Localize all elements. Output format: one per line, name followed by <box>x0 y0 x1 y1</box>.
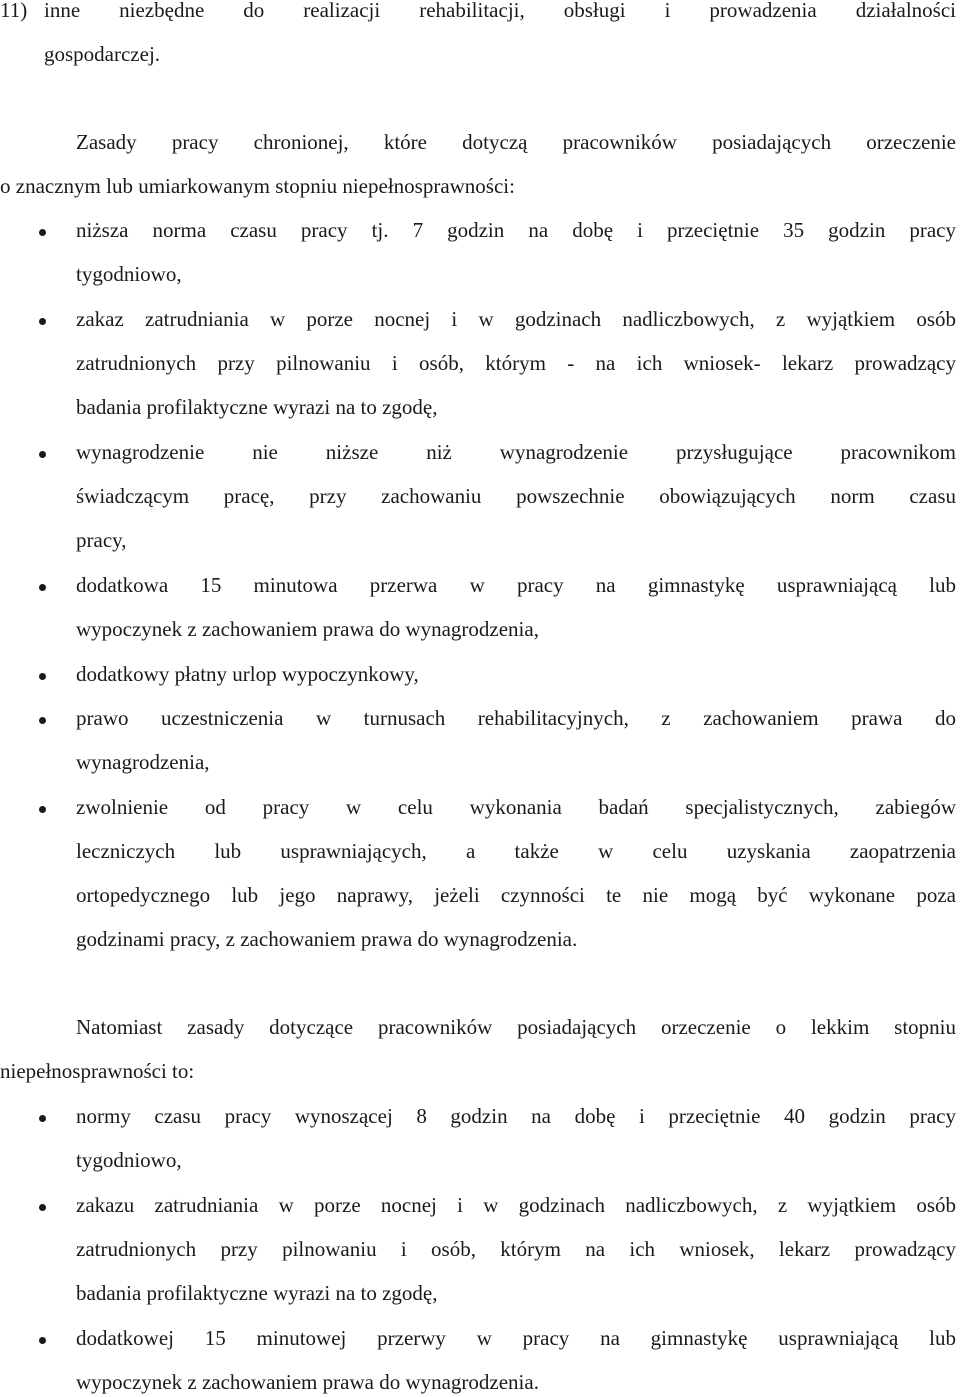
list-item-line: badania profilaktyczne wyrazi na to zgodę, <box>76 1281 438 1305</box>
list-item-line: tygodniowo, <box>76 1148 182 1172</box>
list-item-line: zatrudnionych przy pilnowaniu i osób, którym na ich wniosek, lekarz prowadzący <box>76 1237 956 1261</box>
list-item-line: godzinami pracy, z zachowaniem prawa do wynagrodzenia. <box>76 927 578 951</box>
bullet-icon <box>39 673 46 680</box>
list-item-line: dodatkowy płatny urlop wypoczynkowy, <box>76 662 419 686</box>
section1-intro-line-2: o znacznym lub umiarkowanym stopniu niepełnosprawności: <box>0 174 515 198</box>
bullet-icon <box>39 806 46 813</box>
list-item-line: zwolnienie od pracy w celu wykonania badań specjalistycznych, zabiegów <box>76 795 956 819</box>
section1-intro-line-1: Zasady pracy chronionej, które dotyczą pracowników posiadających orzeczenie <box>76 130 956 154</box>
bullet-icon <box>39 229 46 236</box>
list-item-line: wypoczynek z zachowaniem prawa do wynagrodzenia. <box>76 1370 539 1394</box>
section2-intro-line-2: niepełnosprawności to: <box>0 1059 195 1083</box>
bullet-icon <box>39 318 46 325</box>
list-item-line: prawo uczestniczenia w turnusach rehabilitacyjnych, z zachowaniem prawa do <box>76 706 956 730</box>
list-item-line: zakaz zatrudniania w porze nocnej i w godzinach nadliczbowych, z wyjątkiem osób <box>76 307 956 331</box>
bullet-icon <box>39 1204 46 1211</box>
list-item-line: ortopedycznego lub jego naprawy, jeżeli czynności te nie mogą być wykonane poza <box>76 883 956 907</box>
list-item-line: świadczącym pracę, przy zachowaniu powszechnie obowiązujących norm czasu <box>76 484 956 508</box>
bullet-icon <box>39 1337 46 1344</box>
list-item-line: tygodniowo, <box>76 262 182 286</box>
bullet-icon <box>39 584 46 591</box>
list-item-line: wypoczynek z zachowaniem prawa do wynagrodzenia, <box>76 617 539 641</box>
list-item-line: normy czasu pracy wynoszącej 8 godzin na dobę i przeciętnie 40 godzin pracy <box>76 1104 956 1128</box>
list-item-line: zakazu zatrudniania w porze nocnej i w godzinach nadliczbowych, z wyjątkiem osób <box>76 1193 956 1217</box>
bullet-icon <box>39 451 46 458</box>
bullet-icon <box>39 717 46 724</box>
section2-intro-line-1: Natomiast zasady dotyczące pracowników posiadających orzeczenie o lekkim stopniu <box>76 1015 956 1039</box>
list-item-line: zatrudnionych przy pilnowaniu i osób, którym - na ich wniosek- lekarz prowadzący <box>76 351 956 375</box>
list-item-line: pracy, <box>76 528 127 552</box>
list-item-line: leczniczych lub usprawniających, a także w celu uzyskania zaopatrzenia <box>76 839 956 863</box>
list-item-line: wynagrodzenie nie niższe niż wynagrodzenie przysługujące pracownikom <box>76 440 956 464</box>
item11-line-2: gospodarczej. <box>44 42 161 66</box>
list-item-line: wynagrodzenia, <box>76 750 210 774</box>
list-item-line: dodatkowej 15 minutowej przerwy w pracy na gimnastykę usprawniającą lub <box>76 1326 956 1350</box>
item11-line-1: inne niezbędne do realizacji rehabilitacji, obsługi i prowadzenia działalności <box>44 0 956 22</box>
list-number: 11) <box>0 0 28 22</box>
list-item-line: badania profilaktyczne wyrazi na to zgodę, <box>76 395 438 419</box>
bullet-icon <box>39 1115 46 1122</box>
list-item-line: dodatkowa 15 minutowa przerwa w pracy na gimnastykę usprawniającą lub <box>76 573 956 597</box>
list-item-line: niższa norma czasu pracy tj. 7 godzin na dobę i przeciętnie 35 godzin pracy <box>76 218 956 242</box>
